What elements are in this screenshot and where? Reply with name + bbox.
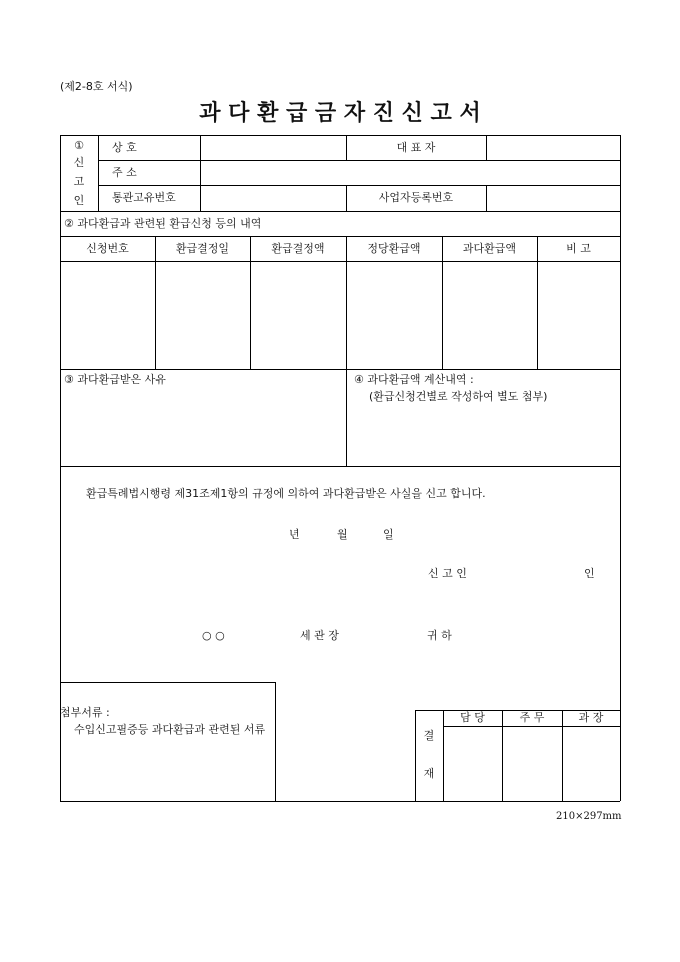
representative-label: 대 표 자 xyxy=(396,141,436,154)
approval-label-char: 재 xyxy=(423,767,435,780)
approval-signature-chief[interactable] xyxy=(503,727,561,800)
month-label: 월 xyxy=(337,528,348,541)
frame-bottom-border xyxy=(60,801,620,802)
seal-mark: 인 xyxy=(584,567,595,580)
attachments-label: 첨부서류 : xyxy=(60,706,110,719)
col-header-decision-amount: 환급결정액 xyxy=(271,242,325,255)
approval-label-char: 결 xyxy=(423,729,435,742)
trade-name-label: 상 호 xyxy=(112,141,137,154)
addressee-honorific: 귀 하 xyxy=(427,629,452,642)
attachments-box-top xyxy=(60,682,275,683)
col-header-decision-date: 환급결정일 xyxy=(175,242,230,255)
section1-label-char: 인 xyxy=(73,194,85,207)
section3-title: ③ 과다환급받은 사유 xyxy=(64,373,166,386)
application-no-cell[interactable] xyxy=(61,262,154,368)
section4-title: ④ 과다환급액 계산내역 : xyxy=(354,373,474,386)
section4-note: (환급신청건별로 작성하여 별도 첨부) xyxy=(369,390,548,403)
address-field[interactable] xyxy=(201,161,619,185)
proper-amount-cell[interactable] xyxy=(347,262,441,368)
customs-id-label: 통관고유번호 xyxy=(112,191,176,204)
declaration-statement: 환급특례법시행령 제31조제1항의 규정에 의하여 과다환급받은 사실을 신고 합니다. xyxy=(86,487,486,500)
section1-number: ① xyxy=(74,139,84,152)
trade-name-field[interactable] xyxy=(201,136,345,160)
calculation-field[interactable] xyxy=(347,406,619,465)
approval-signature-manager[interactable] xyxy=(563,727,619,800)
col-header-excess-amount: 과다환급액 xyxy=(462,242,517,255)
section2-title: ② 과다환급과 관련된 환급신청 등의 내역 xyxy=(64,217,262,230)
excess-amount-cell[interactable] xyxy=(443,262,536,368)
row-line xyxy=(60,236,620,237)
excess-reason-field[interactable] xyxy=(61,390,345,465)
addressee-circles: ○ ○ xyxy=(202,629,225,642)
decision-amount-cell[interactable] xyxy=(251,262,345,368)
business-reg-field[interactable] xyxy=(487,186,619,211)
customs-office-title: 세 관 장 xyxy=(300,629,339,642)
frame-left-border xyxy=(60,135,61,801)
page-title: 과 다 환 급 금 자 진 신 고 서 xyxy=(199,100,481,126)
col-header-application-no: 신청번호 xyxy=(86,242,129,255)
representative-field[interactable] xyxy=(487,136,619,160)
day-label: 일 xyxy=(383,528,394,541)
year-label: 년 xyxy=(289,528,300,541)
col-line xyxy=(98,135,99,211)
attachments-box-right xyxy=(275,682,276,801)
col-header-proper-amount: 정당환급액 xyxy=(367,242,421,255)
frame-right-border xyxy=(620,135,621,801)
decision-date-cell[interactable] xyxy=(156,262,249,368)
paper-size-note: 210×297mm xyxy=(556,811,622,822)
approval-box-left xyxy=(415,710,416,801)
address-label: 주 소 xyxy=(112,166,137,179)
row-line xyxy=(60,211,620,212)
form-number: (제2-8호 서식) xyxy=(60,80,133,93)
attachments-item: 수입신고필증등 과다환급과 관련된 서류 xyxy=(74,723,266,736)
business-reg-label: 사업자등록번호 xyxy=(378,191,454,204)
col-header-remarks: 비 고 xyxy=(566,242,591,255)
declarant-signature-label: 신 고 인 xyxy=(428,567,467,580)
row-line xyxy=(60,466,620,467)
approval-role-manager: 과 장 xyxy=(578,711,604,724)
section1-label-char: 고 xyxy=(73,175,85,188)
approval-signature-staff[interactable] xyxy=(444,727,501,800)
row-line xyxy=(60,369,620,370)
approval-role-chief: 주 무 xyxy=(519,711,545,724)
customs-id-field[interactable] xyxy=(201,186,345,211)
approval-role-staff: 담 당 xyxy=(460,711,485,724)
section1-label-char: 신 xyxy=(73,156,85,169)
remarks-cell[interactable] xyxy=(538,262,619,368)
